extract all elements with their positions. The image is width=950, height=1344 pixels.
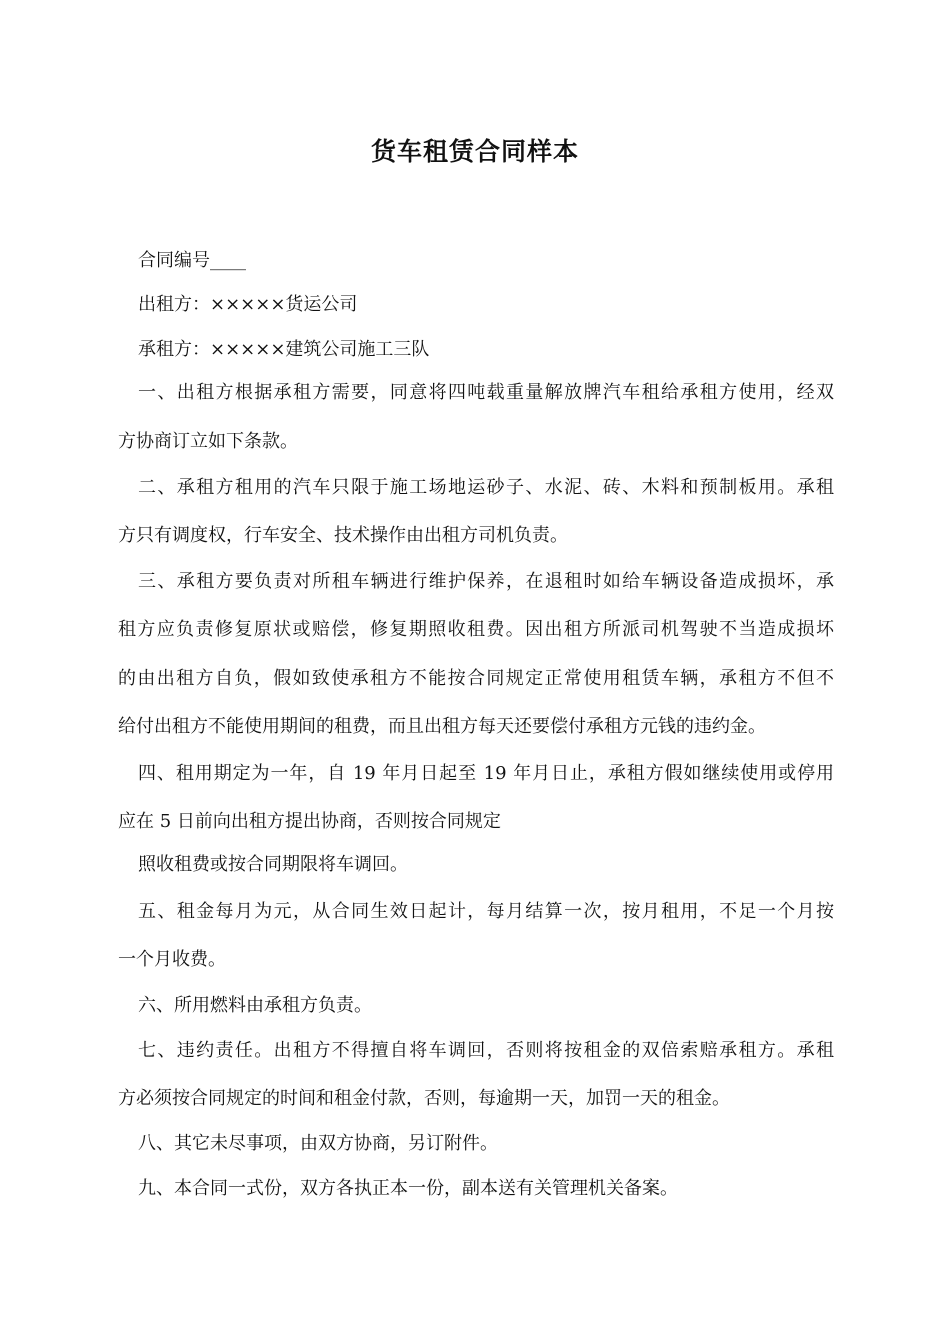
clause-5-line-1: 五、租金每月为元，从合同生效日起计，每月结算一次，按月租用，不足一个月按 (138, 901, 834, 922)
clause-4-line-1: 四、租用期定为一年，自 19 年月日起至 19 年月日止，承租方假如继续使用或停用 (138, 763, 834, 784)
clause-4-line-3: 照收租费或按合同期限将车调回。 (138, 854, 408, 875)
clause-3-line-3: 的由出租方自负，假如致使承租方不能按合同规定正常使用租赁车辆，承租方不但不 (118, 668, 834, 689)
clause-1-line-1: 一、出租方根据承租方需要，同意将四吨载重量解放牌汽车租给承租方使用，经双 (138, 382, 834, 403)
clause-4-line-2: 应在 5 日前向出租方提出协商，否则按合同规定 (118, 811, 501, 832)
lessee-line: 承租方：×××××建筑公司施工三队 (138, 339, 430, 360)
clause-1-line-2: 方协商订立如下条款。 (118, 431, 298, 452)
clause-9: 九、本合同一式份，双方各执正本一份，副本送有关管理机关备案。 (138, 1178, 678, 1199)
contract-number: 合同编号____ (138, 250, 246, 271)
lessor-line: 出租方：×××××货运公司 (138, 294, 358, 315)
clause-7-line-1: 七、违约责任。出租方不得擅自将车调回，否则将按租金的双倍索赔承租方。承租 (138, 1040, 834, 1061)
clause-3-line-4: 给付出租方不能使用期间的租费，而且出租方每天还要偿付承租方元钱的违约金。 (118, 716, 766, 737)
clause-3-line-1: 三、承租方要负责对所租车辆进行维护保养，在退租时如给车辆设备造成损坏，承 (138, 571, 834, 592)
document-title: 货车租赁合同样本 (370, 137, 579, 166)
clause-7-line-2: 方必须按合同规定的时间和租金付款，否则，每逾期一天，加罚一天的租金。 (118, 1088, 730, 1109)
clause-8: 八、其它未尽事项，由双方协商，另订附件。 (138, 1133, 498, 1154)
clause-6: 六、所用燃料由承租方负责。 (138, 995, 372, 1016)
clause-5-line-2: 一个月收费。 (118, 949, 226, 970)
clause-3-line-2: 租方应负责修复原状或赔偿，修复期照收租费。因出租方所派司机驾驶不当造成损坏 (118, 619, 834, 640)
clause-2-line-1: 二、承租方租用的汽车只限于施工场地运砂子、水泥、砖、木料和预制板用。承租 (138, 477, 834, 498)
clause-2-line-2: 方只有调度权，行车安全、技术操作由出租方司机负责。 (118, 525, 568, 546)
